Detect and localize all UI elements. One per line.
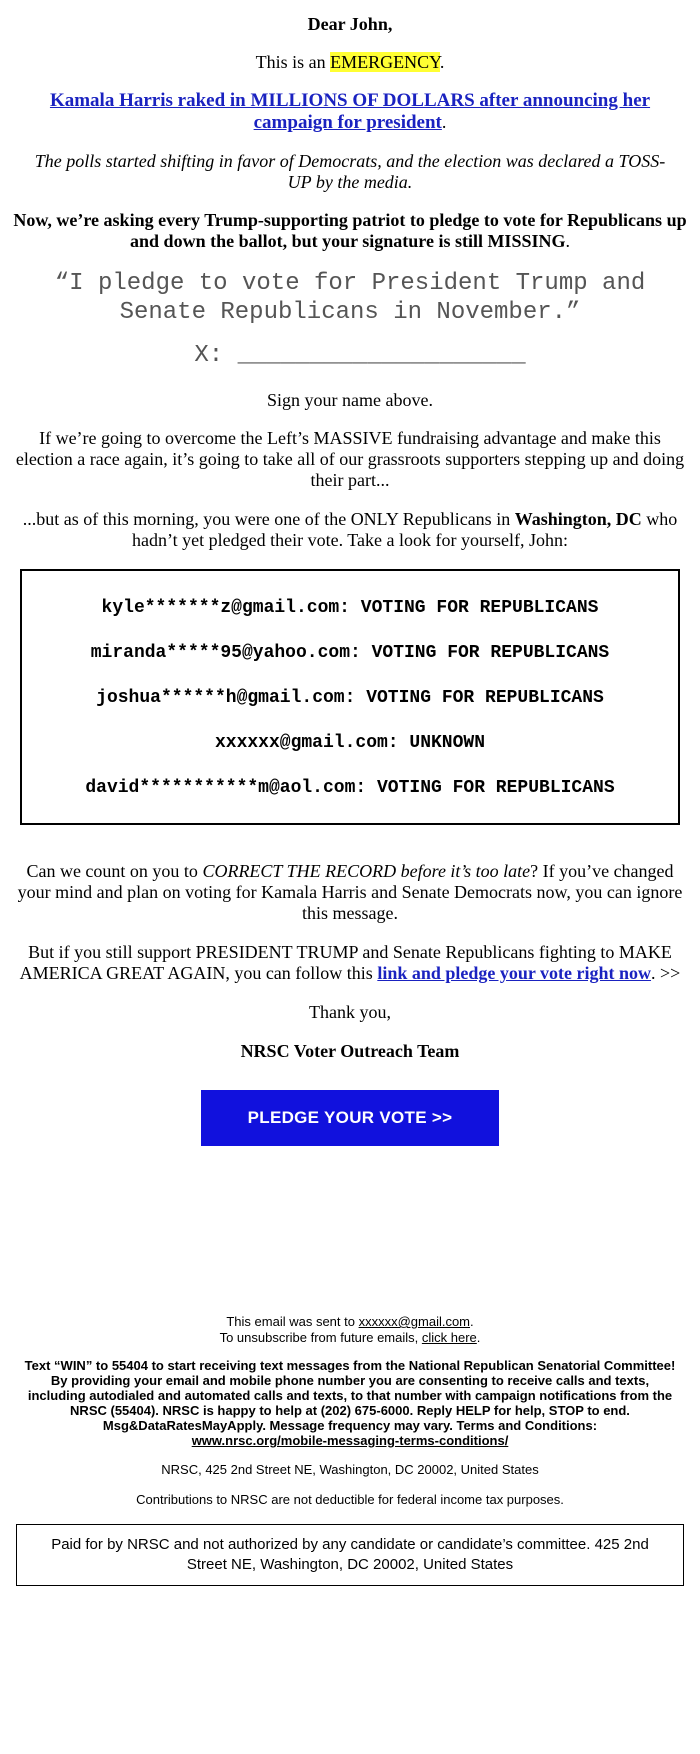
voter-list-item: david***********m@aol.com: VOTING FOR REPUBLICANS — [85, 778, 615, 798]
paid-for-text: Paid for by NRSC and not authorized by any candidate or candidate’s committee. 425 2nd Street NE, Washington, DC 20002, United States — [51, 1536, 649, 1573]
contributions-notice: Contributions to NRSC are not deductible for federal income tax purposes. — [136, 1492, 564, 1507]
pledge-vote-link[interactable]: link and pledge your vote right now — [377, 963, 652, 983]
emergency-highlight: EMERGENCY — [330, 52, 440, 72]
pledge-quote: “I pledge to vote for President Trump and Senate Republicans in November.” — [54, 270, 646, 326]
sent-to-suffix: . — [470, 1314, 474, 1329]
pledge-your-vote-button[interactable]: PLEDGE YOUR VOTE >> — [201, 1090, 499, 1146]
sign-instruction: Sign your name above. — [267, 390, 433, 410]
greeting: Dear John, — [307, 14, 393, 34]
headline-suffix: . — [441, 112, 447, 132]
address: NRSC, 425 2nd Street NE, Washington, DC 20002, United States — [161, 1462, 539, 1477]
correct-record-paragraph — [10, 861, 690, 924]
voter-list-item: joshua******h@gmail.com: VOTING FOR REPUBLICANS — [96, 688, 604, 708]
sms-terms-text: Text “WIN” to 55404 to start receiving text messages from the National Republican Senatorial Committee! By providing your email and mobile phone number you are consenting to receive calls and texts, including autodialed and automated calls and texts, to that number with campaign notifications from the NRSC (55404). NRSC is happy to help at (202) 675-6000. Reply HELP for help, STOP to end. Msg&DataRatesMayApply. Message frequency may vary. Terms and Conditions: — [24, 1358, 676, 1433]
emergency-suffix: . — [439, 52, 445, 72]
voter-list-item: xxxxxx@gmail.com: UNKNOWN — [214, 733, 486, 753]
correct-italic: CORRECT THE RECORD before it’s too late — [202, 861, 531, 881]
morning-after: who hadn’t yet pledged their vote. Take a look for yourself, John: — [132, 509, 678, 550]
morning-paragraph — [10, 509, 690, 551]
morning-location: Washington, DC — [514, 509, 642, 529]
unsub-prefix: To unsubscribe from future emails, — [219, 1330, 422, 1345]
footer — [10, 1314, 690, 1586]
morning-before: ...but as of this morning, you were one of the ONLY Republicans in — [22, 509, 515, 529]
terms-link[interactable]: www.nrsc.org/mobile-messaging-terms-conditions/ — [191, 1433, 509, 1448]
headline-link[interactable]: Kamala Harris raked in MILLIONS OF DOLLARS after announcing her campaign for president — [49, 90, 651, 133]
ask-text: Now, we’re asking every Trump-supporting patriot to pledge to vote for Republicans up and down the ballot, but your signature is still MISSING — [13, 210, 687, 251]
polls-paragraph: The polls started shifting in favor of Democrats, and the election was declared a TOSS-UP by the media. — [34, 151, 666, 192]
signature-line: X: ____________________ — [194, 342, 526, 369]
overcome-paragraph: If we’re going to overcome the Left’s MASSIVE fundraising advantage and make this election a race again, it’s going to take all of our grassroots supporters stepping up and doing their part... — [15, 428, 685, 490]
unsub-suffix: . — [476, 1330, 481, 1345]
support-before: But if you still support PRESIDENT TRUMP and Senate Republicans fighting to MAKE AMERICA GREAT AGAIN, you can follow this — [19, 942, 672, 983]
voter-list-item: miranda*****95@yahoo.com: VOTING FOR REPUBLICANS — [90, 643, 610, 663]
support-paragraph — [10, 942, 690, 984]
unsubscribe-link[interactable]: click here — [421, 1330, 477, 1345]
correct-after: ? If you’ve changed your mind and plan on voting for Kamala Harris and Senate Democrats now, you can ignore this message. — [17, 861, 683, 923]
sent-to-line — [10, 1314, 690, 1330]
ask-suffix: . — [565, 231, 570, 251]
emergency-prefix: This is an — [255, 52, 331, 72]
paid-for-box — [16, 1524, 684, 1586]
headline — [10, 90, 690, 134]
correct-before: Can we count on you to — [26, 861, 203, 881]
voter-list-item: kyle*******z@gmail.com: VOTING FOR REPUBLICANS — [101, 598, 599, 618]
signoff: NRSC Voter Outreach Team — [240, 1041, 460, 1061]
unsubscribe-line — [10, 1330, 690, 1346]
emergency-line — [10, 52, 690, 73]
sent-to-email-link[interactable]: xxxxxx@gmail.com — [358, 1314, 471, 1329]
support-after: . >> — [651, 963, 681, 983]
sms-terms-block — [24, 1358, 676, 1448]
thank-you: Thank you, — [309, 1002, 391, 1022]
ask-paragraph — [10, 210, 690, 252]
voter-list-box — [20, 569, 680, 825]
sent-to-prefix: This email was sent to — [226, 1314, 359, 1329]
